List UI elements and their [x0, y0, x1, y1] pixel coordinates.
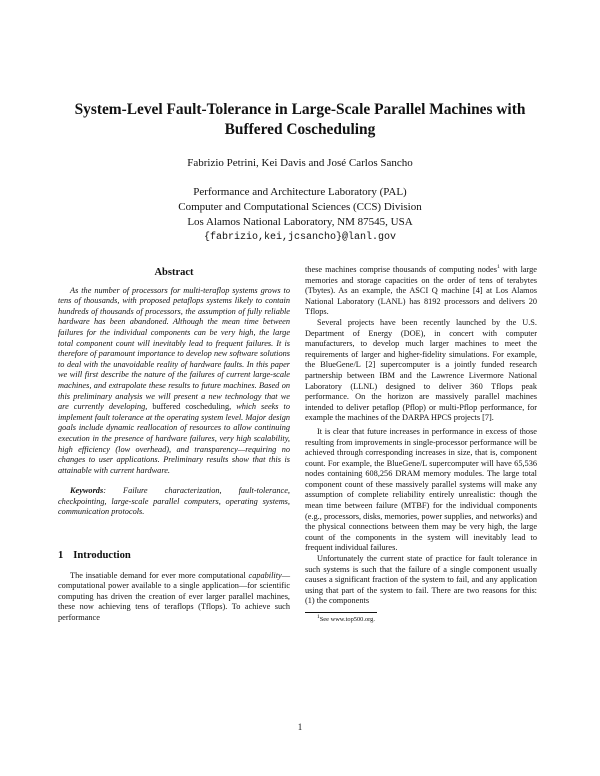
- keywords-paragraph: [58, 486, 290, 518]
- page-number: 1: [297, 722, 303, 732]
- right-paragraph-0: [305, 265, 537, 318]
- author-email: {fabrizio,kei,jcsancho}@lanl.gov: [203, 232, 397, 243]
- left-column: [58, 268, 290, 624]
- footnote: [305, 613, 537, 624]
- keywords-label: Keywords: [70, 486, 104, 496]
- intro-capability: capability: [248, 570, 282, 580]
- affiliation-line-2: Computer and Computational Sciences (CCS) Division: [178, 201, 422, 213]
- affiliation-line-3: Los Alamos National Laboratory, NM 87545, USA: [187, 216, 413, 228]
- section-number: 1: [58, 550, 64, 562]
- paper-title: System-Level Fault-Tolerance in Large-Scale Parallel Machines with Buffered Coscheduling: [74, 101, 526, 138]
- intro-start: The insatiable demand for ever more computational: [70, 570, 246, 580]
- affiliation-block: [60, 185, 540, 245]
- right-paragraph-2: It is clear that future increases in performance in excess of those resulting from improvements in single-processor performance will be achieved through corresponding increases in size, that is, component count. For example, the BlueGene/L supercomputer will have 65,536 nodes containing 608,256 DRAM memory modules. The large total component count of these massively parallel systems will make any assumption of complete reliability entirely unrealistic: though the mean time between failure (MTBF) for the individual components (e.g., processors, disks, memories, power supplies, and networks) and the physical connections between them may be very high, the large count of the components in the system will inevitably lead to frequent individual failures.: [305, 426, 537, 553]
- footnote-divider: [305, 612, 377, 613]
- abstract-part-1: As the number of processors for multi-teraflop systems grows to tens of thousands, with proposed petaflops systems likely to contain hundreds of thousands of processors, the assumption of fully reliable hardware has been abandoned. Although the mean time between failures for the individual components can be very high, the large total component count will inevitably lead to frequent failures. It is therefore of paramount importance to develop new software solutions to deal with the unavoidable reality of hardware faults. In this paper we will first describe the nature of the failures of current large-scale machines, and extrapolate these results to future machines. Based on this preliminary analysis we will present a new technology that we are currently developing,: [58, 285, 290, 412]
- right-paragraph-3: Unfortunately the current state of practice for fault tolerance in such systems is such that the failure of a single component usually causes a significant fraction of the system to fail, and any application using that part of the system to fail. There are two reasons for this: (1) the components: [305, 554, 537, 606]
- affiliation-line-1: Performance and Architecture Laboratory (PAL): [193, 186, 407, 198]
- right-paragraph-1: Several projects have been recently launched by the U.S. Department of Energy (DOE), in concert with computer manufacturers, to develop much larger machines to meet the requirements of larger and higher-fidelity simulations. For example, the BlueGene/L [2] supercomputer is a jointly funded research partnership between IBM and the Lawrence Livermore National Laboratory (LLNL) designed to deliver 360 Tflops peak performance. On the horizon are massively parallel machines intended to deliver petaflop (Pflop) or multi-Pflop performance, for example the machines of the DARPA HPCS projects [7].: [305, 317, 537, 423]
- intro-paragraph-1: [58, 571, 290, 624]
- abstract-emphasis: buffered coscheduling,: [152, 402, 232, 412]
- right-p0-text: these machines comprise thousands of computing nodes: [305, 265, 497, 274]
- right-column: [305, 265, 537, 624]
- section-heading-introduction: [58, 551, 290, 562]
- abstract-text: [58, 286, 290, 477]
- author-list: Fabrizio Petrini, Kei Davis and José Carlos Sancho: [187, 157, 413, 169]
- intro-rest: —computational power available to a single application—for scientific computing has driven the creation of ever larger parallel machines, these now achieving tens of teraflops (Tflops). To achieve such performance: [58, 570, 290, 623]
- abstract-part-2: which seeks to implement fault tolerance at the operating system level. Major design goals include dynamic reallocation of resources to allow continuing execution in the presence of hardware failures, very high scalability, high efficiency (low overhead), and transparency—requiring no changes to user applications. Preliminary results show that this is attainable with current hardware.: [58, 402, 290, 475]
- footnote-text: See www.top500.org.: [319, 616, 375, 623]
- section-title: Introduction: [73, 550, 131, 562]
- right-p0-rest: with large memories and storage capacities on the order of tens of terabytes (Tbytes). As an example, the ASCI Q machine [4] at Los Alamos National Laboratory (LANL) has 8192 processors and delivers 20 Tflops.: [305, 265, 537, 317]
- keywords-text: : Failure characterization, fault-tolerance, checkpointing, large-scale parallel computers, operating systems, communication protocols.: [58, 486, 290, 517]
- abstract-heading: Abstract: [154, 267, 194, 278]
- footnote-ref: 1: [496, 264, 500, 271]
- footnote-mark: 1: [317, 613, 320, 620]
